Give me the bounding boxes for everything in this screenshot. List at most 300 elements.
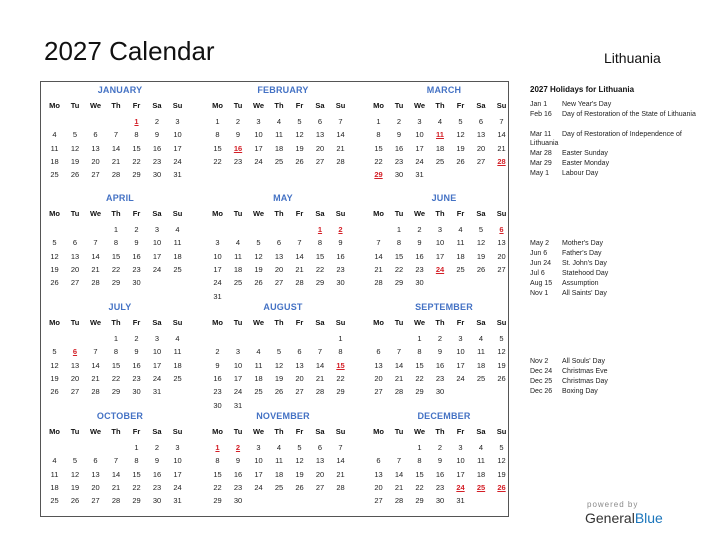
day-cell: 25 [435,156,445,166]
day-cell: 19 [70,156,80,166]
holiday-day-cell: 15 [336,360,345,370]
day-cell: 28 [336,482,345,492]
day-cell: 12 [50,360,59,370]
day-cell: 25 [173,264,182,274]
day-cell: 13 [374,469,383,479]
day-cell: 24 [456,373,465,383]
day-cell: 8 [134,456,139,466]
day-cell: 15 [415,360,424,370]
holiday-name: Boxing Day [562,388,598,395]
weekday-header: Th [274,427,284,436]
holiday-date: Mar 11 [530,130,552,138]
weekday-header: Su [172,318,183,327]
day-cell: 10 [456,347,465,357]
weekday-header: Th [274,209,284,218]
day-cell: 3 [154,225,160,234]
weekday-header: Fr [295,209,304,218]
day-cell: 19 [50,264,59,274]
day-cell: 14 [394,469,404,479]
day-cell: 3 [437,225,443,234]
day-cell: 7 [376,238,381,248]
weekday-header: Fr [456,427,465,436]
day-cell: 19 [274,373,284,383]
holiday-day-cell: 1 [215,443,220,452]
day-cell: 16 [132,251,141,261]
day-cell: 14 [111,469,121,479]
day-cell: 28 [111,496,121,506]
day-cell: 3 [458,334,463,343]
day-cell: 8 [376,130,381,140]
day-cell: 8 [134,130,139,140]
day-cell: 21 [336,143,345,153]
day-cell: 22 [374,156,383,166]
day-cell: 22 [213,156,222,166]
day-cell: 1 [417,443,422,452]
day-cell: 29 [213,496,222,506]
day-cell: 20 [374,482,383,492]
weekday-header: Sa [152,318,162,327]
weekday-header: We [252,427,265,436]
day-cell: 2 [215,347,220,357]
day-cell: 9 [396,130,402,140]
day-cell: 13 [476,130,486,140]
day-cell: 12 [50,251,59,261]
day-cell: 1 [134,443,139,452]
weekday-header: We [252,209,265,218]
weekday-header: We [89,101,102,110]
day-cell: 24 [152,264,162,274]
holiday-item [530,279,702,289]
holiday-name: Easter Sunday [562,150,608,157]
day-cell: 12 [456,130,465,140]
holiday-day-cell: 2 [338,225,343,234]
weekday-header: Su [172,209,183,218]
weekday-header: Sa [476,427,486,436]
holiday-item [530,169,702,179]
holiday-item [530,239,702,249]
day-cell: 23 [132,264,141,274]
weekday-header: Su [172,101,183,110]
day-cell: 10 [254,130,263,140]
day-cell: 22 [213,482,222,492]
day-cell: 14 [336,456,345,466]
weekday-header: Th [435,318,445,327]
month-name: AUGUST [263,302,303,312]
day-cell: 12 [295,456,304,466]
weekday-header: Sa [476,101,486,110]
day-cell: 23 [394,156,404,166]
day-cell: 17 [173,469,182,479]
weekday-header: We [252,318,265,327]
day-cell: 26 [50,278,59,288]
day-cell: 31 [233,400,243,410]
day-cell: 8 [113,347,119,357]
day-cell: 25 [50,496,59,506]
day-cell: 2 [417,225,422,234]
day-cell: 14 [336,130,345,140]
day-cell: 4 [175,225,180,234]
day-cell: 24 [173,156,182,166]
day-cell: 4 [256,347,261,357]
day-cell: 18 [173,360,182,370]
day-cell: 21 [374,264,383,274]
day-cell: 11 [173,238,182,248]
day-cell: 20 [315,143,325,153]
day-cell: 17 [213,264,222,274]
day-cell: 8 [215,456,220,466]
day-cell: 26 [295,482,304,492]
day-cell: 9 [437,456,443,466]
weekday-header: We [413,101,426,110]
day-cell: 8 [215,130,220,140]
day-cell: 19 [70,482,80,492]
day-cell: 26 [476,264,486,274]
weekday-header: Su [496,318,507,327]
day-cell: 29 [315,278,325,288]
day-cell: 16 [336,251,345,261]
holiday-item [530,100,702,110]
day-cell: 12 [497,347,506,357]
day-cell: 11 [234,251,242,261]
day-cell: 31 [415,170,424,180]
day-cell: 7 [396,347,402,357]
day-cell: 6 [297,347,302,357]
day-cell: 17 [254,143,263,153]
day-cell: 6 [93,130,98,140]
weekday-header: Th [274,318,284,327]
day-cell: 30 [435,496,445,506]
day-cell: 20 [274,264,284,274]
day-cell: 10 [173,130,182,140]
day-cell: 2 [154,117,160,126]
day-cell: 9 [154,130,160,140]
day-cell: 16 [233,469,243,479]
weekday-header: Tu [70,101,80,110]
holiday-item [530,130,702,149]
month-name: MARCH [426,85,462,95]
day-cell: 29 [336,387,345,397]
day-cell: 1 [338,334,343,343]
day-cell: 26 [70,496,80,506]
day-cell: 16 [435,469,445,479]
holiday-day-cell: 6 [499,225,504,234]
day-cell: 8 [317,238,323,248]
day-cell: 9 [437,347,443,357]
weekday-header: Su [335,101,346,110]
day-cell: 15 [132,469,141,479]
day-cell: 25 [274,156,284,166]
day-cell: 20 [70,264,80,274]
holiday-date: Mar 29 [530,160,552,167]
day-cell: 27 [476,156,486,166]
weekday-header: Th [111,427,121,436]
holiday-day-cell: 28 [497,156,506,166]
day-cell: 15 [315,251,325,261]
day-cell: 1 [113,225,119,234]
day-cell: 27 [70,278,80,288]
holiday-name: All Saints' Day [562,290,607,297]
day-cell: 3 [417,117,422,126]
month-name: MAY [273,193,293,203]
day-cell: 25 [254,387,263,397]
weekday-header: Mo [49,427,60,436]
day-cell: 20 [497,251,506,261]
day-cell: 29 [132,170,141,180]
day-cell: 23 [336,264,345,274]
day-cell: 3 [175,117,180,126]
day-cell: 14 [374,251,383,261]
day-cell: 3 [256,443,261,452]
day-cell: 18 [435,143,445,153]
day-cell: 7 [499,117,504,126]
day-cell: 27 [70,387,80,397]
day-cell: 28 [336,156,345,166]
day-cell: 27 [91,496,100,506]
day-cell: 20 [295,373,304,383]
holiday-day-cell: 1 [317,225,323,234]
day-cell: 12 [476,238,486,248]
weekday-header: Su [335,318,346,327]
holiday-name: St. John's Day [562,260,607,267]
weekday-header: Tu [233,209,243,218]
day-cell: 29 [111,278,121,288]
day-cell: 5 [72,130,78,140]
day-cell: 11 [477,347,485,357]
day-cell: 26 [274,387,284,397]
day-cell: 4 [276,443,282,452]
day-cell: 21 [111,482,121,492]
holiday-day-cell: 6 [72,347,78,357]
day-cell: 10 [152,238,162,248]
holiday-item [530,149,702,159]
weekday-header: Mo [373,101,384,110]
day-cell: 6 [72,238,78,248]
day-cell: 18 [476,469,486,479]
day-cell: 4 [437,117,443,126]
weekday-header: We [413,318,426,327]
holiday-date: May 1 [530,170,550,177]
holiday-day-cell: 26 [497,482,506,492]
month-name: JANUARY [97,85,143,95]
weekday-header: Su [496,209,507,218]
day-cell: 2 [134,225,139,234]
weekday-header: Tu [233,101,243,110]
day-cell: 25 [50,170,59,180]
day-cell: 12 [295,130,304,140]
day-cell: 13 [91,469,100,479]
day-cell: 7 [396,456,402,466]
weekday-header: Tu [394,209,404,218]
page-title: 2027 Calendar [44,36,215,66]
day-cell: 15 [374,143,383,153]
holiday-date: Dec 25 [530,378,553,385]
day-cell: 25 [456,264,465,274]
day-cell: 24 [254,156,263,166]
holiday-item [530,377,702,387]
weekday-header: Mo [212,209,223,218]
day-cell: 13 [315,130,325,140]
day-cell: 16 [213,373,222,383]
day-cell: 21 [315,373,325,383]
holiday-item [530,259,702,269]
holiday-name: Statehood Day [562,270,609,277]
day-cell: 23 [152,482,162,492]
day-cell: 5 [256,238,261,248]
day-cell: 13 [70,251,80,261]
day-cell: 18 [233,264,243,274]
day-cell: 7 [93,238,98,248]
day-cell: 17 [254,469,263,479]
weekday-header: Th [435,101,445,110]
day-cell: 28 [91,278,100,288]
day-cell: 9 [134,238,139,248]
day-cell: 8 [417,456,422,466]
weekday-header: Tu [233,427,243,436]
day-cell: 22 [111,264,121,274]
day-cell: 5 [52,347,57,357]
day-cell: 2 [154,443,160,452]
day-cell: 31 [213,291,222,301]
day-cell: 22 [415,373,424,383]
day-cell: 24 [415,156,424,166]
day-cell: 7 [297,238,302,248]
day-cell: 9 [215,360,220,370]
day-cell: 30 [132,387,141,397]
weekday-header: Th [435,427,445,436]
holiday-day-cell: 24 [435,264,445,274]
day-cell: 21 [111,156,121,166]
day-cell: 27 [497,264,506,274]
day-cell: 1 [417,334,422,343]
day-cell: 17 [152,251,162,261]
day-cell: 9 [235,130,241,140]
day-cell: 6 [93,456,98,466]
day-cell: 15 [132,143,141,153]
day-cell: 4 [458,225,463,234]
day-cell: 29 [415,387,424,397]
day-cell: 27 [295,387,304,397]
weekday-header: Fr [295,101,304,110]
weekday-header: Fr [132,101,141,110]
day-cell: 3 [154,334,160,343]
day-cell: 4 [276,117,282,126]
day-cell: 15 [213,469,222,479]
day-cell: 12 [70,143,80,153]
day-cell: 30 [415,278,424,288]
day-cell: 13 [374,360,383,370]
day-cell: 19 [295,469,304,479]
day-cell: 23 [435,373,445,383]
day-cell: 7 [113,456,119,466]
day-cell: 10 [456,456,465,466]
holiday-name: Assumption [562,280,599,287]
day-cell: 26 [50,387,59,397]
day-cell: 6 [478,117,484,126]
weekday-header: Tu [394,101,404,110]
day-cell: 20 [476,143,486,153]
weekday-header: We [89,209,102,218]
holiday-list-title: 2027 Holidays for Lithuania [530,85,635,94]
day-cell: 12 [254,251,263,261]
day-cell: 24 [152,373,162,383]
weekday-header: Su [496,101,507,110]
day-cell: 13 [497,238,506,248]
day-cell: 23 [435,482,445,492]
holiday-day-cell: 24 [456,482,465,492]
day-cell: 17 [233,373,243,383]
weekday-header: Mo [373,209,384,218]
day-cell: 4 [52,130,57,140]
weekday-header: Mo [49,101,60,110]
day-cell: 6 [376,347,381,357]
day-cell: 12 [497,456,506,466]
month-name: SEPTEMBER [415,302,473,312]
day-cell: 26 [70,170,80,180]
day-cell: 16 [435,360,445,370]
weekday-header: Mo [212,427,223,436]
day-cell: 8 [338,347,343,357]
day-cell: 20 [70,373,80,383]
day-cell: 27 [315,156,325,166]
month-name: FEBRUARY [257,85,309,95]
holiday-item [530,269,702,279]
holiday-item [530,159,702,169]
day-cell: 1 [113,334,119,343]
day-cell: 13 [91,143,100,153]
day-cell: 5 [499,443,504,452]
day-cell: 6 [276,238,282,248]
weekday-header: Th [111,101,121,110]
day-cell: 30 [152,496,162,506]
day-cell: 22 [132,482,141,492]
day-cell: 21 [497,143,506,153]
holiday-day-cell: 11 [436,130,444,140]
weekday-header: We [89,427,102,436]
day-cell: 14 [91,360,100,370]
day-cell: 20 [374,373,383,383]
day-cell: 21 [91,264,100,274]
weekday-header: Tu [70,209,80,218]
day-cell: 5 [276,347,282,357]
brand-name-general: General [585,510,635,526]
weekday-header: Mo [212,318,223,327]
day-cell: 11 [275,130,283,140]
weekday-header: We [413,209,426,218]
weekday-header: Fr [132,427,141,436]
day-cell: 12 [70,469,80,479]
day-cell: 24 [233,387,243,397]
day-cell: 22 [132,156,141,166]
day-cell: 26 [254,278,263,288]
holiday-item [530,357,702,367]
day-cell: 5 [458,117,463,126]
day-cell: 20 [91,482,100,492]
day-cell: 13 [70,360,80,370]
weekday-header: We [89,318,102,327]
day-cell: 8 [113,238,119,248]
day-cell: 5 [52,238,57,248]
day-cell: 9 [134,347,139,357]
weekday-header: Th [111,209,121,218]
day-cell: 8 [396,238,402,248]
weekday-header: Tu [394,318,404,327]
day-cell: 12 [274,360,284,370]
weekday-header: Fr [456,318,465,327]
day-cell: 27 [374,496,383,506]
weekday-header: Su [172,427,183,436]
day-cell: 31 [173,170,182,180]
day-cell: 23 [415,264,424,274]
